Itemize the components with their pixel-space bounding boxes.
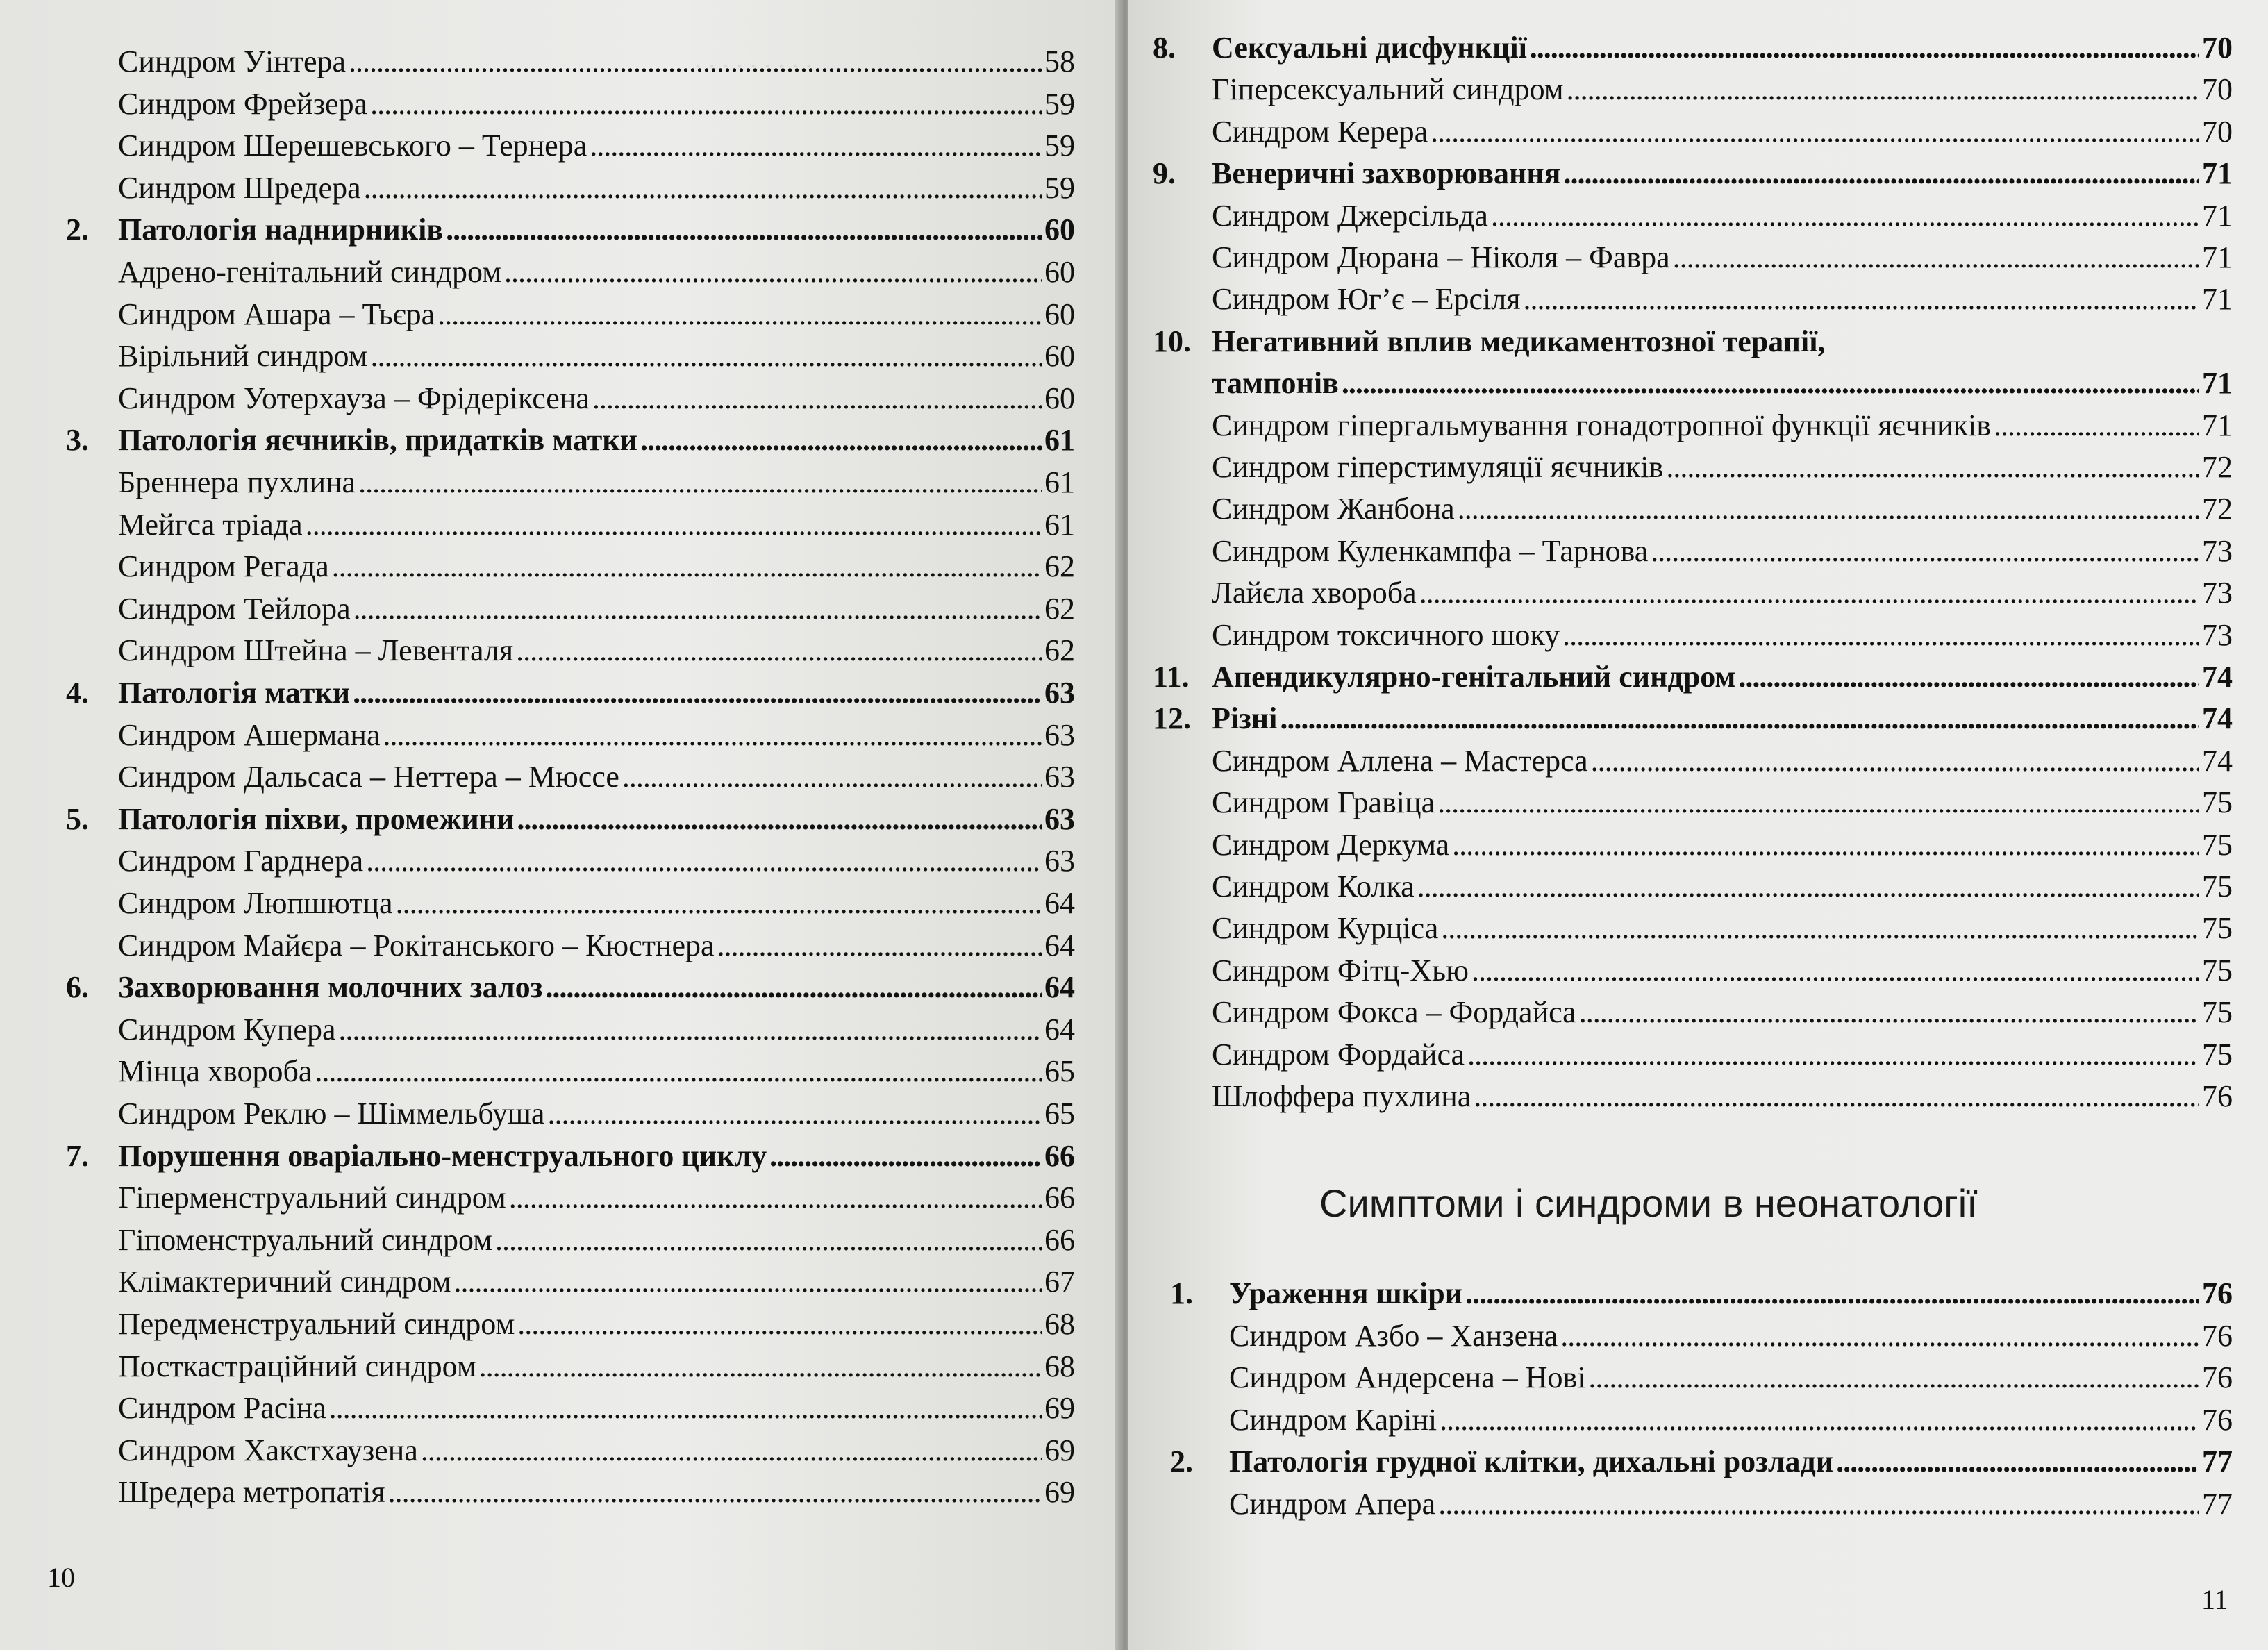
toc-entry-row bbox=[118, 339, 1075, 374]
toc-dot-leader bbox=[1438, 1487, 2199, 1522]
toc-entry-title: Синдром Каріні bbox=[1229, 1402, 1437, 1437]
toc-dot-leader bbox=[1591, 744, 2199, 778]
toc-dot-leader bbox=[1419, 576, 2199, 610]
toc-page-number: 64 bbox=[1044, 928, 1075, 962]
toc-page-number: 59 bbox=[1044, 86, 1075, 121]
toc-page-number: 76 bbox=[2202, 1360, 2233, 1395]
toc-entry-title: Синдром Шредера bbox=[118, 170, 361, 205]
toc-section-number: 4. bbox=[66, 676, 89, 710]
toc-entry-title: Мейгса тріада bbox=[118, 507, 303, 542]
toc-entry-title: Синдром Ашара – Тьєра bbox=[118, 297, 435, 331]
toc-entry-row bbox=[118, 128, 1075, 163]
toc-entry-row bbox=[1212, 828, 2233, 862]
toc-entry-title: Синдром Жанбона bbox=[1212, 492, 1455, 526]
toc-page-number: 60 bbox=[1044, 297, 1075, 331]
toc-dot-leader bbox=[396, 886, 1042, 921]
toc-entry-title: Синдром Аллена – Мастерса bbox=[1212, 743, 1588, 778]
toc-section-row bbox=[1153, 156, 2233, 191]
toc-dot-leader bbox=[383, 718, 1042, 753]
toc-entry-title: Гіперсексуальний синдром bbox=[1212, 72, 1564, 107]
toc-section-number: 8. bbox=[1153, 31, 1176, 65]
toc-entry-row bbox=[1212, 492, 2233, 526]
toc-page-number: 77 bbox=[2202, 1487, 2233, 1521]
toc-entry-row bbox=[1212, 995, 2233, 1030]
toc-entry-title: Синдром гіпергальмування гонадотропної функції яєчників bbox=[1212, 408, 1992, 442]
toc-section-number: 9. bbox=[1153, 156, 1176, 191]
toc-page-number: 62 bbox=[1044, 549, 1075, 584]
toc-entry-title: Синдром Штейна – Левенталя bbox=[118, 633, 514, 668]
toc-entry-row bbox=[118, 1097, 1075, 1131]
toc-entry-title: Адрено-генітальний синдром bbox=[118, 255, 502, 289]
toc-dot-leader bbox=[1471, 953, 2199, 988]
toc-entry-row bbox=[1212, 282, 2233, 317]
toc-entry-row bbox=[1212, 1079, 2233, 1114]
toc-entry-row bbox=[1229, 1360, 2233, 1395]
toc-entry-title: Захворювання молочних залоз bbox=[118, 970, 543, 1005]
toc-entry-title: Негативний вплив медикаментозної терапії, bbox=[1212, 324, 1826, 358]
toc-page-number: 62 bbox=[1044, 633, 1075, 668]
toc-entry-title: Порушення оваріально-менструального циклу bbox=[118, 1138, 767, 1173]
toc-entry-row bbox=[118, 1223, 1075, 1258]
toc-entry-row bbox=[118, 297, 1075, 332]
toc-entry-title: Мінца хвороба bbox=[118, 1054, 312, 1089]
toc-dot-leader bbox=[1440, 1403, 2199, 1438]
toc-entry-row bbox=[118, 1391, 1075, 1426]
toc-page-number: 60 bbox=[1044, 255, 1075, 289]
toc-entry-row bbox=[118, 718, 1075, 753]
right-page bbox=[1128, 0, 2268, 1650]
toc-page-number: 75 bbox=[2202, 827, 2233, 862]
toc-entry-title: Синдром Ашермана bbox=[118, 717, 381, 752]
toc-dot-leader bbox=[504, 255, 1042, 290]
toc-dot-leader bbox=[509, 1181, 1042, 1215]
toc-dot-leader bbox=[590, 128, 1042, 163]
section-heading-neonatology: Симптоми і синдроми в неонатології bbox=[1319, 1181, 1978, 1225]
toc-entry-row bbox=[118, 44, 1075, 79]
toc-entry-row bbox=[1212, 911, 2233, 946]
toc-entry-title: Синдром Хакстхаузена bbox=[118, 1433, 418, 1467]
toc-dot-leader bbox=[421, 1433, 1042, 1468]
toc-page-number: 59 bbox=[1044, 128, 1075, 163]
toc-page-number: 75 bbox=[2202, 995, 2233, 1030]
left-page bbox=[0, 0, 1122, 1650]
toc-entry-title: Синдром токсичного шоку bbox=[1212, 617, 1560, 652]
toc-page-number: 75 bbox=[2202, 911, 2233, 946]
toc-entry-title: Синдром Деркума bbox=[1212, 827, 1450, 862]
toc-section-number: 1. bbox=[1170, 1276, 1193, 1310]
toc-entry-row bbox=[118, 508, 1075, 542]
toc-dot-leader bbox=[1836, 1444, 2199, 1479]
toc-entry-title: Ураження шкіри bbox=[1229, 1276, 1463, 1310]
toc-page-number: 71 bbox=[2202, 366, 2233, 401]
toc-page-number: 71 bbox=[2202, 408, 2233, 442]
toc-dot-leader bbox=[1280, 701, 2199, 736]
toc-page-number: 68 bbox=[1044, 1349, 1075, 1383]
toc-page-number: 69 bbox=[1044, 1433, 1075, 1467]
toc-dot-leader bbox=[1465, 1276, 2199, 1311]
toc-section-number: 6. bbox=[66, 970, 89, 1005]
toc-entry-title: тампонів bbox=[1212, 366, 1339, 401]
toc-entry-row bbox=[1212, 744, 2233, 778]
toc-entry-row bbox=[118, 633, 1075, 668]
toc-entry-row bbox=[118, 1307, 1075, 1342]
toc-page-number: 71 bbox=[2202, 240, 2233, 274]
toc-page-number: 75 bbox=[2202, 869, 2233, 903]
toc-page-number: 63 bbox=[1044, 676, 1075, 710]
toc-entry-title: Синдром Джерсільда bbox=[1212, 198, 1488, 233]
toc-dot-leader bbox=[1567, 72, 2199, 107]
toc-entry-title: Синдром Андерсена – Нові bbox=[1229, 1360, 1586, 1395]
toc-dot-leader bbox=[1589, 1360, 2199, 1395]
toc-page-number: 71 bbox=[2202, 198, 2233, 233]
toc-section-row bbox=[1153, 701, 2233, 736]
toc-entry-title: Синдром Азбо – Ханзена bbox=[1229, 1318, 1558, 1353]
toc-entry-title: Передменструальний синдром bbox=[118, 1307, 515, 1341]
toc-dot-leader bbox=[338, 1012, 1042, 1047]
toc-entry-title: Синдром Дальсаса – Неттера – Мюссе bbox=[118, 760, 619, 794]
toc-dot-leader bbox=[329, 1391, 1042, 1426]
toc-section-row bbox=[1212, 366, 2233, 401]
toc-section-row bbox=[1153, 324, 2233, 359]
toc-section-number: 11. bbox=[1153, 660, 1190, 694]
toc-entry-title: Патологія матки bbox=[118, 676, 351, 710]
bleed-through-text: . . . . . . . . . bbox=[694, 42, 812, 74]
toc-page-number: 76 bbox=[2202, 1402, 2233, 1437]
toc-page-number: 74 bbox=[2202, 660, 2233, 694]
toc-page-number: 58 bbox=[1044, 44, 1075, 78]
toc-page-number: 74 bbox=[2202, 701, 2233, 736]
toc-section-row bbox=[1153, 31, 2233, 65]
toc-entry-row bbox=[1212, 72, 2233, 107]
toc-dot-leader bbox=[358, 465, 1042, 500]
toc-dot-leader bbox=[1579, 995, 2199, 1030]
toc-section-number: 12. bbox=[1153, 701, 1191, 736]
toc-page-number: 65 bbox=[1044, 1097, 1075, 1131]
toc-dot-leader bbox=[388, 1475, 1042, 1510]
toc-dot-leader bbox=[1562, 618, 2199, 653]
toc-entry-row bbox=[118, 844, 1075, 878]
toc-entry-title: Синдром Апера bbox=[1229, 1487, 1436, 1521]
toc-section-row bbox=[66, 212, 1075, 247]
toc-entry-row bbox=[118, 592, 1075, 626]
toc-entry-row bbox=[118, 87, 1075, 122]
toc-page-number: 61 bbox=[1044, 465, 1075, 499]
toc-dot-leader bbox=[495, 1223, 1042, 1258]
toc-dot-leader bbox=[1491, 199, 2199, 233]
toc-dot-leader bbox=[516, 633, 1042, 668]
toc-dot-leader bbox=[1452, 828, 2199, 862]
toc-page-number: 73 bbox=[2202, 533, 2233, 568]
toc-page-number: 60 bbox=[1044, 212, 1075, 247]
toc-page-number: 71 bbox=[2202, 156, 2233, 191]
toc-entry-row bbox=[1212, 1038, 2233, 1072]
toc-entry-row bbox=[118, 1054, 1075, 1089]
toc-page-number: 66 bbox=[1044, 1222, 1075, 1257]
toc-page-number: 69 bbox=[1044, 1391, 1075, 1426]
toc-entry-row bbox=[118, 1475, 1075, 1510]
toc-section-number: 2. bbox=[66, 212, 89, 247]
toc-entry-title: Синдром Шерешевського – Тернера bbox=[118, 128, 587, 163]
toc-page-number: 62 bbox=[1044, 591, 1075, 626]
toc-section-row bbox=[66, 676, 1075, 710]
toc-entry-row bbox=[118, 381, 1075, 416]
toc-entry-row bbox=[118, 928, 1075, 963]
toc-dot-leader bbox=[545, 970, 1042, 1005]
toc-section-row bbox=[66, 1138, 1075, 1174]
toc-entry-row bbox=[1212, 785, 2233, 820]
toc-entry-row bbox=[1212, 618, 2233, 653]
toc-entry-row bbox=[1212, 199, 2233, 233]
toc-page-number: 73 bbox=[2202, 617, 2233, 652]
toc-entry-title: Посткастраційний синдром bbox=[118, 1349, 476, 1383]
toc-dot-leader bbox=[349, 44, 1042, 79]
toc-page-number: 63 bbox=[1044, 760, 1075, 794]
toc-entry-title: Синдром Фокса – Фордайса bbox=[1212, 995, 1576, 1030]
toc-entry-title: Синдром Уотерхауза – Фрідеріксена bbox=[118, 381, 590, 415]
toc-entry-title: Синдром Реклю – Шіммельбуша bbox=[118, 1097, 545, 1131]
toc-page-number: 75 bbox=[2202, 953, 2233, 988]
toc-page-number: 66 bbox=[1044, 1138, 1075, 1173]
toc-entry-title: Синдром Фордайса bbox=[1212, 1037, 1465, 1072]
toc-dot-leader bbox=[1523, 282, 2199, 317]
toc-entry-row bbox=[118, 171, 1075, 206]
toc-page-number: 69 bbox=[1044, 1475, 1075, 1510]
toc-entry-title: Синдром Курціса bbox=[1212, 911, 1439, 946]
toc-entry-title: Патологія піхви, промежини bbox=[118, 801, 515, 836]
toc-page-number: 61 bbox=[1044, 507, 1075, 542]
toc-entry-row bbox=[118, 1433, 1075, 1468]
toc-entry-row bbox=[1212, 953, 2233, 988]
toc-page-number: 72 bbox=[2202, 492, 2233, 526]
toc-page-number: 59 bbox=[1044, 170, 1075, 205]
toc-page-number: 70 bbox=[2202, 72, 2233, 107]
toc-entry-title: Синдром Майєра – Рокітанського – Кюстнера bbox=[118, 928, 715, 962]
toc-entry-title: Різні bbox=[1212, 701, 1278, 736]
toc-page-number: 65 bbox=[1044, 1054, 1075, 1089]
toc-entry-row bbox=[1212, 534, 2233, 569]
toc-page-number: 64 bbox=[1044, 1012, 1075, 1047]
toc-dot-leader bbox=[1673, 240, 2199, 275]
toc-entry-title: Синдром Расіна bbox=[118, 1391, 326, 1426]
toc-section-row bbox=[1170, 1276, 2233, 1311]
toc-page-number: 64 bbox=[1044, 886, 1075, 920]
toc-section-row bbox=[66, 970, 1075, 1005]
toc-entry-row bbox=[118, 1012, 1075, 1047]
toc-section-row bbox=[66, 801, 1075, 837]
toc-page-number: 63 bbox=[1044, 717, 1075, 752]
toc-entry-title: Синдром Регада bbox=[118, 549, 329, 584]
toc-page-number: 73 bbox=[2202, 576, 2233, 610]
toc-dot-leader bbox=[437, 297, 1042, 332]
toc-entry-title: Синдром гіперстимуляції яєчників bbox=[1212, 450, 1664, 484]
toc-page-number: 60 bbox=[1044, 381, 1075, 415]
toc-entry-title: Гіпоменструальний синдром bbox=[118, 1222, 493, 1257]
toc-dot-leader bbox=[446, 212, 1042, 247]
toc-entry-row bbox=[118, 255, 1075, 290]
toc-entry-title: Сексуальні дисфункції bbox=[1212, 31, 1527, 65]
toc-entry-row bbox=[118, 1181, 1075, 1215]
toc-page-number: 76 bbox=[2202, 1276, 2233, 1310]
toc-page-number: 63 bbox=[1044, 844, 1075, 878]
toc-page-number: 60 bbox=[1044, 339, 1075, 374]
toc-entry-row bbox=[1212, 240, 2233, 275]
toc-dot-leader bbox=[1530, 31, 2199, 65]
toc-dot-leader bbox=[1467, 1038, 2199, 1072]
toc-entry-row bbox=[118, 1265, 1075, 1299]
toc-entry-title: Синдром Куленкампфа – Тарнова bbox=[1212, 533, 1649, 568]
toc-dot-leader bbox=[315, 1054, 1042, 1089]
page-number-left: 10 bbox=[47, 1562, 75, 1593]
toc-section-number: 5. bbox=[66, 801, 89, 836]
toc-dot-leader bbox=[1342, 366, 2199, 401]
toc-section-number: 10. bbox=[1153, 324, 1191, 358]
toc-dot-leader bbox=[1560, 1319, 2199, 1353]
toc-entry-title: Апендикулярно-генітальний синдром bbox=[1212, 660, 1736, 694]
toc-entry-title: Клімактеричний синдром bbox=[118, 1265, 451, 1299]
toc-dot-leader bbox=[364, 171, 1042, 206]
toc-dot-leader bbox=[1994, 408, 2199, 443]
toc-section-number: 2. bbox=[1170, 1444, 1193, 1479]
toc-page-number: 76 bbox=[2202, 1318, 2233, 1353]
toc-entry-title: Синдром Люпшютца bbox=[118, 886, 393, 920]
toc-entry-title: Синдром Фітц-Хью bbox=[1212, 953, 1469, 988]
toc-dot-leader bbox=[547, 1097, 1042, 1131]
toc-page-number: 77 bbox=[2202, 1444, 2233, 1479]
toc-entry-title: Синдром Дюрана – Ніколя – Фавра bbox=[1212, 240, 1670, 274]
toc-dot-leader bbox=[640, 423, 1042, 458]
toc-entry-title: Бреннера пухлина bbox=[118, 465, 356, 499]
toc-dot-leader bbox=[1441, 911, 2199, 946]
toc-dot-leader bbox=[366, 844, 1042, 878]
toc-entry-row bbox=[1229, 1487, 2233, 1522]
toc-entry-row bbox=[1212, 115, 2233, 149]
toc-entry-title: Синдром Купера bbox=[118, 1012, 336, 1047]
toc-entry-row bbox=[118, 1349, 1075, 1384]
toc-page-number: 75 bbox=[2202, 1037, 2233, 1072]
toc-entry-row bbox=[1212, 869, 2233, 904]
page-number-right: 11 bbox=[2201, 1584, 2228, 1615]
toc-dot-leader bbox=[592, 381, 1042, 416]
toc-dot-leader bbox=[1431, 115, 2199, 149]
toc-entry-title: Шредера метропатія bbox=[118, 1475, 385, 1510]
toc-page-number: 70 bbox=[2202, 31, 2233, 65]
toc-dot-leader bbox=[454, 1265, 1042, 1299]
toc-entry-row bbox=[118, 465, 1075, 500]
toc-entry-title: Гіперменструальний синдром bbox=[118, 1181, 506, 1215]
toc-entry-row bbox=[1212, 576, 2233, 610]
toc-dot-leader bbox=[332, 549, 1042, 584]
toc-entry-title: Синдром Колка bbox=[1212, 869, 1415, 903]
toc-entry-title: Лайєла хвороба bbox=[1212, 576, 1417, 610]
toc-dot-leader bbox=[1458, 492, 2199, 526]
toc-dot-leader bbox=[370, 87, 1042, 122]
toc-section-row bbox=[1170, 1444, 2233, 1479]
toc-entry-title: Синдром Керера bbox=[1212, 114, 1428, 149]
toc-entry-row bbox=[1212, 450, 2233, 485]
toc-entry-title: Патологія яєчників, придатків матки bbox=[118, 423, 637, 458]
toc-entry-title: Синдром Юг’є – Ерсіля bbox=[1212, 282, 1521, 317]
toc-entry-title: Синдром Уінтера bbox=[118, 44, 347, 78]
toc-entry-row bbox=[118, 760, 1075, 794]
toc-dot-leader bbox=[622, 760, 1042, 794]
toc-dot-leader bbox=[1666, 450, 2199, 485]
toc-entry-title: Вірільний синдром bbox=[118, 339, 368, 374]
toc-dot-leader bbox=[479, 1349, 1042, 1384]
toc-entry-title: Венеричні захворювання bbox=[1212, 156, 1561, 191]
toc-dot-leader bbox=[1651, 534, 2199, 569]
toc-page-number: 61 bbox=[1044, 423, 1075, 458]
toc-section-number: 7. bbox=[66, 1138, 89, 1173]
toc-entry-row bbox=[1229, 1403, 2233, 1438]
toc-dot-leader bbox=[769, 1139, 1042, 1174]
toc-dot-leader bbox=[370, 339, 1042, 374]
toc-dot-leader bbox=[1417, 869, 2199, 904]
toc-dot-leader bbox=[306, 508, 1042, 542]
toc-page-number: 68 bbox=[1044, 1307, 1075, 1341]
toc-entry-title: Синдром Гарднера bbox=[118, 844, 364, 878]
toc-dot-leader bbox=[1738, 660, 2199, 694]
toc-entry-row bbox=[118, 549, 1075, 584]
toc-entry-title: Шлоффера пухлина bbox=[1212, 1079, 1471, 1113]
toc-entry-title: Патологія наднирників bbox=[118, 212, 444, 247]
toc-page-number: 76 bbox=[2202, 1079, 2233, 1113]
toc-page-number: 74 bbox=[2202, 743, 2233, 778]
toc-entry-row bbox=[118, 886, 1075, 921]
toc-page-number: 75 bbox=[2202, 785, 2233, 820]
toc-entry-row bbox=[1229, 1319, 2233, 1353]
toc-entry-title: Синдром Фрейзера bbox=[118, 86, 368, 121]
toc-page-number: 63 bbox=[1044, 801, 1075, 836]
toc-page-number: 71 bbox=[2202, 282, 2233, 317]
toc-page-number: 72 bbox=[2202, 450, 2233, 484]
toc-dot-leader bbox=[517, 802, 1042, 837]
toc-dot-leader bbox=[517, 1307, 1042, 1342]
toc-section-row bbox=[1153, 660, 2233, 694]
toc-entry-row bbox=[1212, 408, 2233, 443]
toc-dot-leader bbox=[353, 676, 1042, 710]
toc-section-number: 3. bbox=[66, 423, 89, 458]
toc-dot-leader bbox=[353, 592, 1042, 626]
toc-entry-title: Синдром Тейлора bbox=[118, 591, 351, 626]
toc-entry-title: Патологія грудної клітки, дихальні розлади bbox=[1229, 1444, 1834, 1479]
toc-page-number: 67 bbox=[1044, 1265, 1075, 1299]
toc-page-number: 70 bbox=[2202, 114, 2233, 149]
toc-dot-leader bbox=[1474, 1079, 2199, 1114]
toc-entry-title: Синдром Гравіца bbox=[1212, 785, 1435, 820]
toc-dot-leader bbox=[1563, 156, 2199, 191]
toc-dot-leader bbox=[1437, 785, 2199, 820]
toc-page-number: 66 bbox=[1044, 1181, 1075, 1215]
toc-section-row bbox=[66, 423, 1075, 458]
toc-page-number: 64 bbox=[1044, 970, 1075, 1005]
toc-dot-leader bbox=[717, 928, 1042, 963]
